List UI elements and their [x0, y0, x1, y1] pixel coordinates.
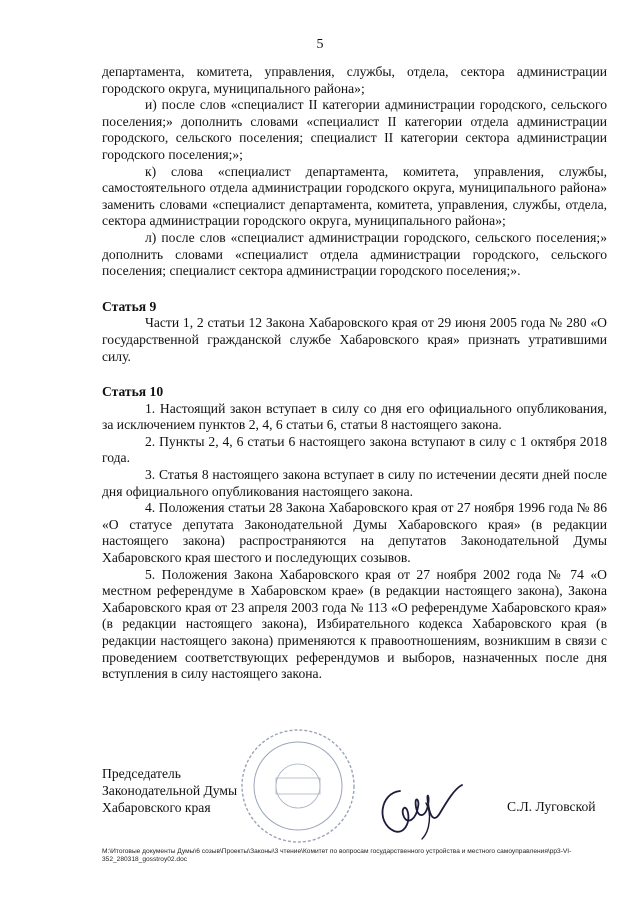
paragraph-item-i: и) после слов «специалист II категории администрации городского, сельского поселения;» дополнить словами «специалист II категории отдела администрации городского, сельского поселения; специалист II категории сектора администрации городского поселения;»;	[102, 97, 607, 162]
article-9-paragraph: Части 1, 2 статьи 12 Закона Хабаровского края от 29 июня 2005 года № 280 «О государственной гражданской службе Хабаровского края» признать утратившими силу.	[102, 315, 607, 364]
article-10-paragraph-1: 1. Настоящий закон вступает в силу со дня его официального опубликования, за исключением пунктов 2, 4, 6 статьи 6, статьи 8 настоящего закона.	[102, 400, 607, 433]
article-10-paragraph-5: 5. Положения Закона Хабаровского края от 27 ноября 2002 года № 74 «О местном референдуме в Хабаровском крае» (в редакции настоящего закона), Закона Хабаровского края от 23 апреля 2003 года № 113 «О референдуме Хабаровского края» (в редакции настоящего закона), Избирательного кодекса Хабаровского края (в редакции настоящего закона) применяются к правоотношениям, возникшим в связи с проведением соответствующих референдумов и выборов, назначенных после дня вступления в силу настоящего закона.	[102, 566, 607, 682]
handwritten-signature	[370, 773, 470, 843]
article-10-heading: Статья 10	[102, 384, 164, 400]
signatory-name: С.Л. Луговской	[507, 799, 596, 814]
signature-title	[102, 765, 237, 816]
document-body	[102, 64, 607, 683]
signature-title-line-3: Хабаровского края	[102, 800, 211, 815]
paragraph-item-k: к) слова «специалист департамента, комитета, управления, службы, самостоятельного отдела администрации городского округа, муниципального района» заменить словами «специалист департамента, комитета, управления, службы, отдела, сектора администрации городского округа, муниципального района»;	[102, 163, 607, 229]
official-seal	[238, 726, 358, 846]
paragraph-item-l: л) после слов «специалист администрации городского, сельского поселения;» дополнить словами «специалист отдела администрации городского, сельского поселения; специалист сектора администрации городского поселения;».	[102, 229, 607, 279]
signature-title-line-2: Законодательной Думы	[102, 783, 238, 798]
file-path-footer: М:\Итоговые документы Думы\6 созыв\Проекты\Законы\3 чтение\Комитет по вопросам государственного устройства и местного самоуправления\pp3-VI-352_280318_gosstroy02.doc	[102, 848, 572, 863]
page-number: 5	[316, 37, 324, 52]
paragraph-continuation: департамента, комитета, управления, службы, отдела, сектора администрации городского округа, муниципального района»;	[102, 64, 607, 96]
article-10-paragraph-4: 4. Положения статьи 28 Закона Хабаровского края от 27 ноября 1996 года № 86 «О статусе депутата Законодательной Думы Хабаровского края» (в редакции настоящего закона) распространяются на депутатов Законодательной Думы Хабаровского края шестого и последующих созывов.	[102, 500, 607, 566]
article-10-paragraph-3: 3. Статья 8 настоящего закона вступает в силу по истечении десяти дней после дня официального опубликования настоящего закона.	[102, 467, 607, 499]
article-10-paragraph-2: 2. Пункты 2, 4, 6 статьи 6 настоящего закона вступают в силу с 1 октября 2018 года.	[102, 433, 607, 466]
article-9-heading: Статья 9	[102, 298, 157, 314]
signature-title-line-1: Председатель	[102, 766, 181, 781]
